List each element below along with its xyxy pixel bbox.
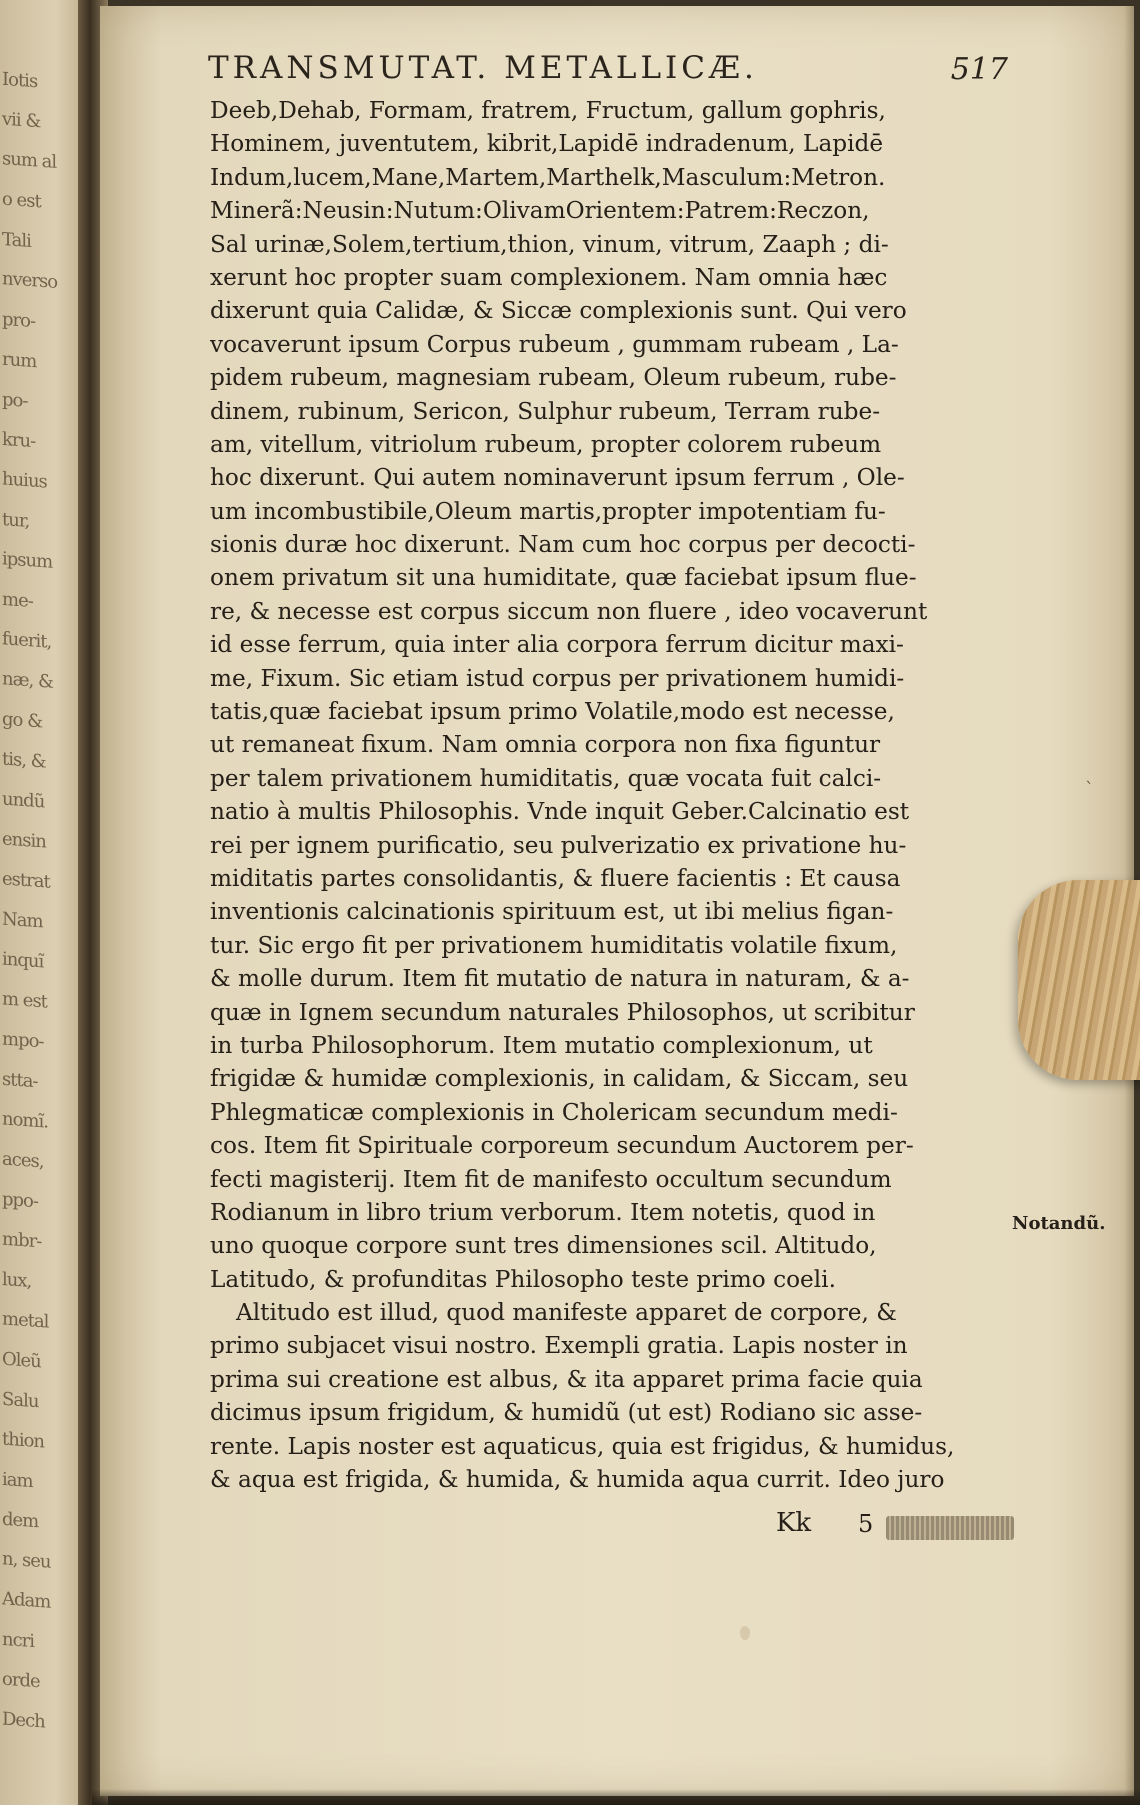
text-line: in turba Philosophorum. Item mutatio complexionum, ut bbox=[210, 1031, 873, 1059]
body-text bbox=[210, 94, 1010, 1496]
left-page-text-fragment: ncri bbox=[2, 1628, 35, 1653]
text-line: xerunt hoc propter suam complexionem. Nam omnia hæc bbox=[210, 263, 888, 291]
left-page-text-fragment: huius bbox=[2, 468, 47, 493]
text-line: Hominem, juventutem, kibrit,Lapidē indradenum, Lapidē bbox=[210, 130, 884, 158]
library-stamp bbox=[886, 1516, 1014, 1540]
text-line: uno quoque corpore sunt tres dimensiones scil. Altitudo, bbox=[210, 1232, 877, 1260]
left-page-text-fragment: undũ bbox=[2, 788, 45, 813]
left-page-text-fragment: go & bbox=[2, 708, 43, 733]
left-page-text-fragment: Adam bbox=[2, 1588, 51, 1613]
left-page-text-fragment: o est bbox=[2, 188, 41, 213]
text-line: Deeb,Dehab, Formam, fratrem, Fructum, gallum gophris, bbox=[210, 97, 886, 124]
left-page-text-fragment: metal bbox=[2, 1308, 49, 1333]
bottom-shadow bbox=[92, 1789, 1140, 1805]
left-page-text-fragment: kru- bbox=[2, 428, 36, 453]
text-line: Rodianum in libro trium verborum. Item notetis, quod in bbox=[210, 1198, 876, 1226]
text-line: tur. Sic ergo fit per privationem humiditatis volatile fixum, bbox=[210, 931, 898, 959]
running-head bbox=[208, 50, 1008, 90]
signature-mark: Kk bbox=[776, 1508, 812, 1538]
text-line: dinem, rubinum, Sericon, Sulphur rubeum, Terram rube- bbox=[210, 397, 881, 425]
left-page-text-fragment: orde bbox=[2, 1668, 40, 1693]
text-line: id esse ferrum, quia inter alia corpora ferrum dicitur maxi- bbox=[210, 631, 904, 659]
text-line: tatis,quæ faciebat ipsum primo Volatile,modo est necesse, bbox=[210, 698, 895, 726]
left-page-text-fragment: Dech bbox=[2, 1708, 45, 1733]
text-line: per talem privationem humiditatis, quæ vocata fuit calci- bbox=[210, 764, 882, 792]
left-page-text-fragment: ppo- bbox=[2, 1188, 38, 1213]
left-page-text-fragment: aces, bbox=[2, 1148, 44, 1173]
left-page-text-fragment: næ, & bbox=[2, 668, 53, 693]
wooden-page-holder bbox=[1018, 880, 1140, 1080]
left-page-text-fragment: estrat bbox=[2, 868, 50, 893]
text-line: miditatis partes consolidantis, & fluere facientis : Et causa bbox=[210, 864, 901, 892]
left-page-text-fragment: iam bbox=[2, 1468, 33, 1493]
page-number: 517 bbox=[950, 52, 1008, 87]
text-line: hoc dixerunt. Qui autem nominaverunt ipsum ferrum , Ole- bbox=[210, 464, 905, 492]
running-title: TRANSMUTAT. METALLICÆ. bbox=[208, 50, 758, 86]
left-page-text-fragment: Oleũ bbox=[2, 1348, 41, 1373]
left-page-text-fragment: Salu bbox=[2, 1388, 39, 1413]
text-line: Indum,lucem,Mane,Martem,Marthelk,Masculum:Metron. bbox=[210, 163, 886, 191]
left-page-text-fragment: stta- bbox=[2, 1068, 38, 1093]
left-page-text-fragment: Tali bbox=[2, 228, 31, 253]
left-page-text-fragment: sum al bbox=[2, 148, 57, 173]
page-footer bbox=[210, 1508, 1010, 1548]
left-page-text-fragment: Nam bbox=[2, 908, 43, 933]
paper-stain bbox=[740, 1626, 750, 1640]
left-page-text-fragment: thion bbox=[2, 1428, 45, 1453]
text-line: & aqua est frigida, & humida, & humida aqua currit. Ideo juro bbox=[210, 1466, 945, 1494]
text-line: sionis duræ hoc dixerunt. Nam cum hoc corpus per decocti- bbox=[210, 531, 916, 559]
margin-tick-mark: ˋ bbox=[1085, 779, 1094, 800]
left-page-text-fragment: m est bbox=[2, 988, 47, 1013]
left-page-text-fragment: lux, bbox=[2, 1268, 32, 1293]
left-page-text-fragment: dem bbox=[2, 1508, 39, 1533]
left-page-text-fragment: n, seu bbox=[2, 1548, 51, 1573]
text-line: fecti magisterij. Item fit de manifesto occultum secundum bbox=[210, 1165, 892, 1193]
left-page-text-fragment: mbr- bbox=[2, 1228, 42, 1253]
text-line: Altitudo est illud, quod manifeste apparet de corpore, & bbox=[236, 1299, 897, 1327]
text-line: quæ in Ignem secundum naturales Philosophos, ut scribitur bbox=[210, 998, 915, 1026]
text-line: Minerã:Neusin:Nutum:OlivamOrientem:Patrem:Reczon, bbox=[210, 197, 870, 225]
text-line: um incombustibile,Oleum martis,propter impotentiam fu- bbox=[210, 497, 886, 525]
text-line: ut remaneat fixum. Nam omnia corpora non fixa figuntur bbox=[210, 731, 881, 759]
left-page-text-fragment: tis, & bbox=[2, 748, 46, 773]
text-line: & molle durum. Item fit mutatio de natura in naturam, & a- bbox=[210, 965, 910, 993]
marginal-note: Notandũ. bbox=[1012, 1213, 1106, 1234]
left-page-text-fragment: po- bbox=[2, 389, 28, 412]
left-page-text-fragment: mpo- bbox=[2, 1028, 44, 1053]
left-page-text-fragment: tur, bbox=[2, 509, 30, 532]
text-line: vocaverunt ipsum Corpus rubeum , gummam rubeam , La- bbox=[210, 330, 899, 358]
text-line: inventionis calcinationis spirituum est, ut ibi melius figan- bbox=[210, 898, 894, 926]
text-line: dixerunt quia Calidæ, & Siccæ complexionis sunt. Qui vero bbox=[210, 297, 907, 325]
text-line: Sal urinæ,Solem,tertium,thion, vinum, vitrum, Zaaph ; di- bbox=[210, 230, 889, 258]
left-page-text-fragment: nomĩ. bbox=[2, 1108, 48, 1133]
left-page-text-fragment: rum bbox=[2, 348, 37, 373]
left-page-text-fragment: vii & bbox=[2, 108, 41, 133]
left-page-text-fragment: ipsum bbox=[2, 548, 53, 573]
text-line: cos. Item fit Spirituale corporeum secundum Auctorem per- bbox=[210, 1132, 914, 1160]
text-line: am, vitellum, vitriolum rubeum, propter colorem rubeum bbox=[210, 430, 882, 458]
text-line: onem privatum sit una humiditate, quæ faciebat ipsum flue- bbox=[210, 564, 917, 592]
text-line: Phlegmaticæ complexionis in Cholericam secundum medi- bbox=[210, 1098, 898, 1126]
text-line: rente. Lapis noster est aquaticus, quia est frigidus, & humidus, bbox=[210, 1432, 955, 1460]
text-line: rei per ignem purificatio, seu pulverizatio ex privatione hu- bbox=[210, 831, 907, 859]
left-page-text-fragment: nverso bbox=[2, 268, 58, 293]
text-line: dicimus ipsum frigidum, & humidũ (ut est) Rodiano sic asse- bbox=[210, 1399, 923, 1427]
left-page-text-fragment: fuerit, bbox=[2, 628, 52, 653]
text-line: re, & necesse est corpus siccum non fluere , ideo vocaverunt bbox=[210, 597, 928, 625]
text-line: me, Fixum. Sic etiam istud corpus per privationem humidi- bbox=[210, 664, 905, 692]
text-line: primo subjacet visui nostro. Exempli gratia. Lapis noster in bbox=[210, 1332, 908, 1360]
text-line: natio à multis Philosophis. Vnde inquit Geber.Calcinatio est bbox=[210, 798, 910, 826]
text-line: Latitudo, & profunditas Philosopho teste primo coeli. bbox=[210, 1265, 836, 1293]
text-line: frigidæ & humidæ complexionis, in calidam, & Siccam, seu bbox=[210, 1065, 909, 1093]
text-line: prima sui creatione est albus, & ita apparet prima facie quia bbox=[210, 1365, 923, 1393]
catchword: 5 bbox=[858, 1510, 874, 1538]
left-page-text-fragment: Iotis bbox=[2, 68, 38, 93]
left-page-text-fragment: me- bbox=[2, 588, 33, 613]
book-page bbox=[100, 6, 1134, 1796]
text-line: pidem rubeum, magnesiam rubeam, Oleum rubeum, rube- bbox=[210, 364, 897, 392]
left-page-text-fragment: ensin bbox=[2, 828, 46, 853]
left-page-text-fragment: pro- bbox=[2, 308, 36, 333]
left-page-text-fragment: inquĩ bbox=[2, 948, 44, 973]
